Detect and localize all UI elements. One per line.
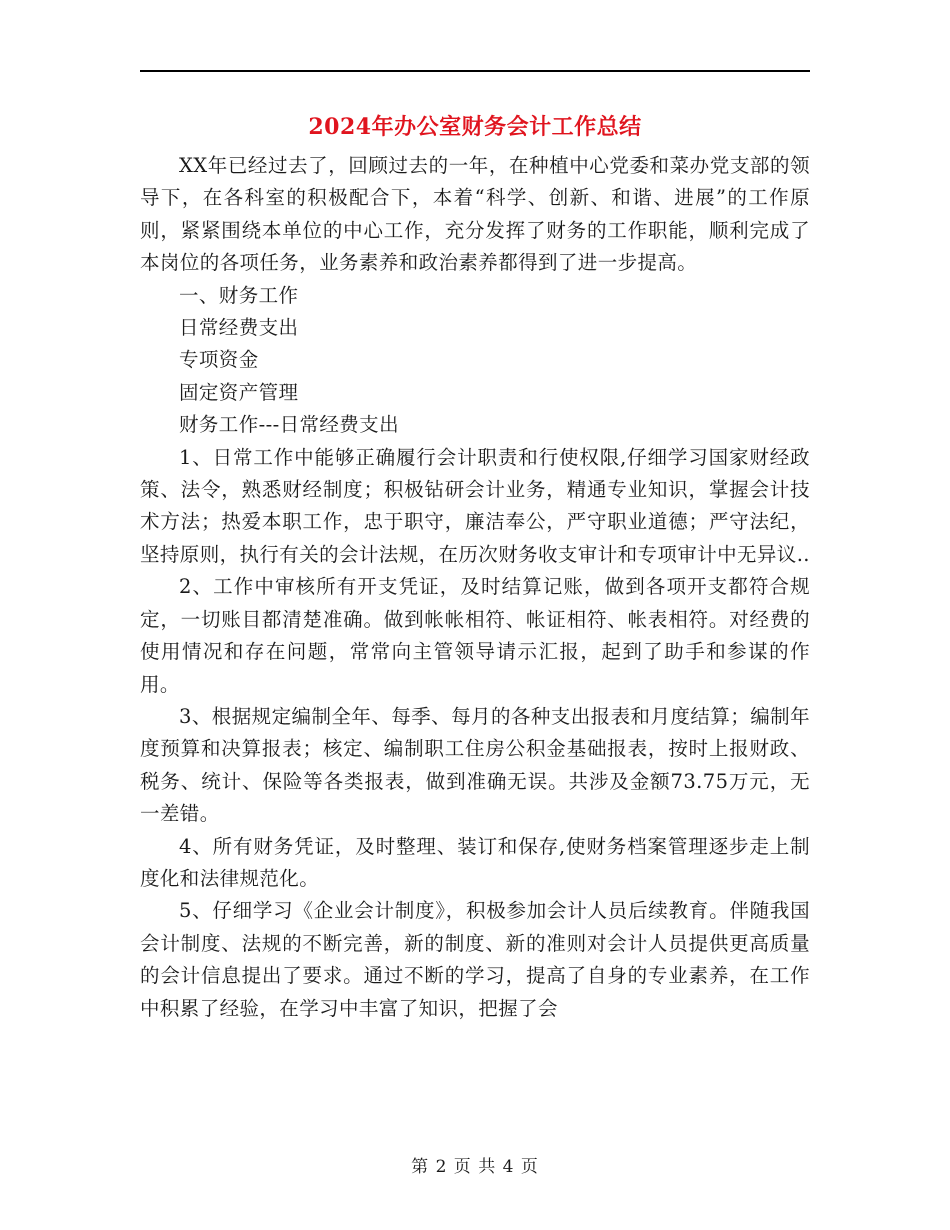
list-item-daily-expenses: 日常经费支出 [179, 316, 299, 340]
list-item-fixed-assets: 固定资产管理 [179, 380, 299, 404]
paragraph-item-3: 3、根据规定编制全年、每季、每月的各种支出报表和月度结算；编制年度预算和决算报表；核定、编制职工住房公积金基础报表，按时上报财政、税务、统计、保险等各类报表，做到准确无误。共涉及金额73.75万元，无一差错。 [140, 704, 810, 826]
section-heading-finance-work: 一、财务工作 [179, 283, 299, 307]
paragraph-item-5: 5、仔细学习《企业会计制度》，积极参加会计人员后续教育。伴随我国会计制度、法规的不断完善，新的制度、新的准则对会计人员提供更高质量的会计信息提出了要求。通过不断的学习，提高了自身的专业素养，在工作中积累了经验，在学习中丰富了知识，把握了会 [140, 899, 810, 1020]
document-body [140, 150, 810, 1025]
paragraph-item-1: 1、日常工作中能够正确履行会计职责和行使权限,仔细学习国家财经政策、法令，熟悉财经制度；积极钻研会计业务，精通专业知识，掌握会计技术方法；热爱本职工作，忠于职守，廉洁奉公，严守职业道德；严守法纪，坚持原则，执行有关的会计法规，在历次财务收支审计和专项审计中无异议.. [140, 445, 810, 566]
subsection-heading-daily-expenses: 财务工作---日常经费支出 [179, 413, 399, 437]
intro-paragraph: XX年已经过去了，回顾过去的一年，在种植中心党委和菜办党支部的领导下，在各科室的积极配合下，本着“科学、创新、和谐、进展”的工作原则，紧紧围绕本单位的中心工作，充分发挥了财务的工作职能，顺利完成了本岗位的各项任务，业务素养和政治素养都得到了进一步提高。 [140, 154, 810, 275]
document-title: 2024年办公室财务会计工作总结 [308, 114, 642, 140]
page-number-footer: 第 2 页 共 4 页 [411, 1157, 539, 1177]
header-rule [140, 70, 810, 72]
paragraph-item-4: 4、所有财务凭证，及时整理、装订和保存,使财务档案管理逐步走上制度化和法律规范化。 [140, 834, 810, 890]
list-item-special-funds: 专项资金 [179, 348, 259, 372]
paragraph-item-2: 2、工作中审核所有开支凭证，及时结算记账，做到各项开支都符合规定，一切账目都清楚准确。做到帐帐相符、帐证相符、帐表相符。对经费的使用情况和存在问题，常常向主管领导请示汇报，起到了助手和参谋的作用。 [140, 575, 810, 696]
